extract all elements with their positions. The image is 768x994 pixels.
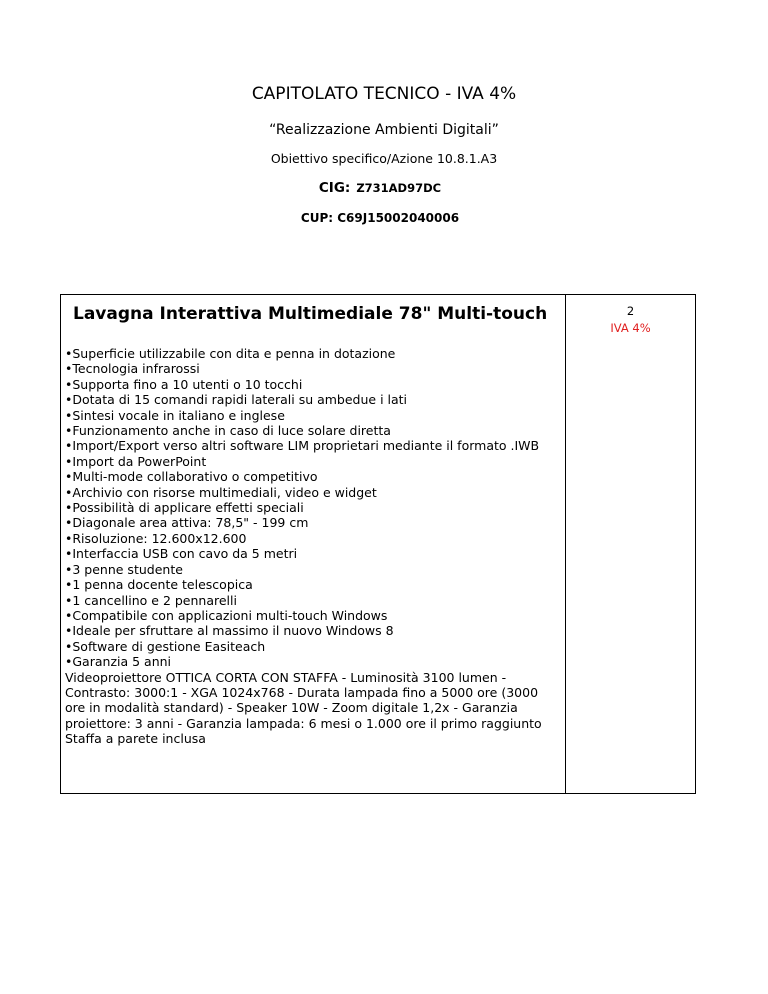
item-title: Lavagna Interattiva Multimediale 78" Multi-touch bbox=[73, 304, 548, 324]
cup-line: CUP: C69J15002040006 bbox=[300, 211, 460, 225]
feature-item: •Compatibile con applicazioni multi-touch Windows bbox=[65, 607, 388, 623]
spec-table bbox=[60, 294, 696, 794]
vat-label: IVA 4% bbox=[610, 321, 651, 335]
mount-note: Staffa a parete inclusa bbox=[65, 731, 206, 747]
feature-item: •Garanzia 5 anni bbox=[65, 654, 172, 670]
cig-label: CIG: bbox=[318, 180, 351, 196]
cig-code: Z731AD97DC bbox=[356, 181, 442, 195]
feature-item: •Dotata di 15 comandi rapidi laterali su ambedue i lati bbox=[65, 392, 408, 408]
quantity-value: 2 bbox=[626, 304, 635, 318]
feature-item: •Archivio con risorse multimediali, video e widget bbox=[65, 484, 377, 500]
projector-description: Videoproiettore OTTICA CORTA CON STAFFA - Luminosità 3100 lumen - Contrasto: 3000:1 - XGA 1024x768 - Durata lampada fino a 5000 ore (3000 ore in modalità standard) - Speaker 10W - Zoom digitale 1,2x - Garanzia proiettore: 3 anni - Garanzia lampada: 6 mesi o 1.000 ore il primo raggiunto bbox=[65, 669, 542, 731]
feature-item: •Tecnologia infrarossi bbox=[65, 361, 200, 377]
objective-line: Obiettivo specifico/Azione 10.8.1.A3 bbox=[270, 151, 498, 166]
feature-item: •1 penna docente telescopica bbox=[65, 577, 253, 593]
table-row bbox=[61, 295, 696, 794]
feature-item: •Superficie utilizzabile con dita e penna in dotazione bbox=[65, 346, 396, 361]
feature-item: •Possibilità di applicare effetti speciali bbox=[65, 500, 304, 516]
feature-item: •Import/Export verso altri software LIM proprietari mediante il formato .IWB bbox=[65, 438, 540, 454]
feature-item: •Software di gestione Easiteach bbox=[65, 638, 266, 654]
feature-item: •Sintesi vocale in italiano e inglese bbox=[65, 407, 285, 423]
feature-item: •Ideale per sfruttare al massimo il nuovo Windows 8 bbox=[65, 623, 394, 639]
feature-list bbox=[65, 346, 561, 670]
feature-item: •Funzionamento anche in caso di luce solare diretta bbox=[65, 423, 391, 439]
feature-item: •Interfaccia USB con cavo da 5 metri bbox=[65, 546, 298, 562]
quantity-cell bbox=[566, 295, 696, 794]
feature-item: •Risoluzione: 12.600x12.600 bbox=[65, 530, 247, 546]
item-description-cell bbox=[61, 295, 566, 794]
document-subtitle: “Realizzazione Ambienti Digitali” bbox=[269, 122, 499, 138]
feature-item: •Import da PowerPoint bbox=[65, 453, 207, 469]
feature-item: •3 penne studente bbox=[65, 561, 183, 577]
feature-item: •Supporta fino a 10 utenti o 10 tocchi bbox=[65, 376, 303, 392]
document-title: CAPITOLATO TECNICO - IVA 4% bbox=[251, 84, 517, 104]
feature-item: •1 cancellino e 2 pennarelli bbox=[65, 592, 237, 608]
feature-item: •Multi-mode collaborativo o competitivo bbox=[65, 469, 318, 485]
cig-line bbox=[0, 180, 764, 196]
feature-item: •Diagonale area attiva: 78,5" - 199 cm bbox=[65, 515, 309, 531]
